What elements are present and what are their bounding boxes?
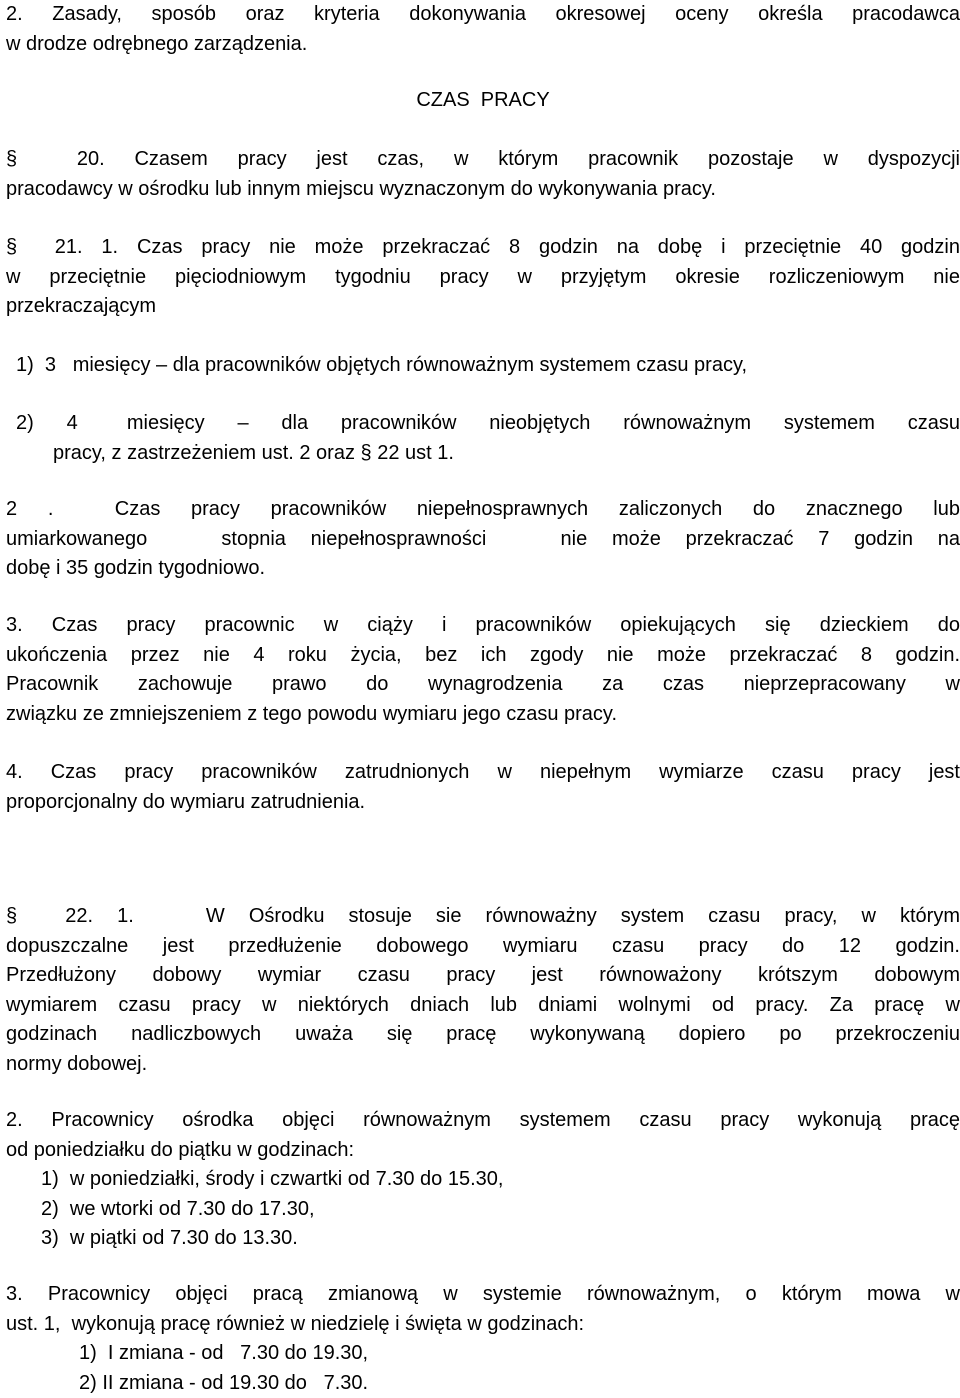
text-line: Przedłużony dobowy wymiar czasu pracy jest równoważony krótszym dobowym <box>6 961 960 991</box>
paragraph-21-3 <box>6 611 960 729</box>
list-item: 2) II zmiana - od 19.30 do 7.30. <box>6 1369 960 1398</box>
text-line: § 22. 1. W Ośrodku stosuje sie równoważny system czasu pracy, w którym <box>6 902 960 932</box>
text-line: § 21. 1. Czas pracy nie może przekraczać 8 godzin na dobę i przeciętnie 40 godzin <box>6 233 960 263</box>
text-line: ust. 1, wykonują pracę również w niedzielę i święta w godzinach: <box>6 1310 960 1340</box>
list-item: 1) I zmiana - od 7.30 do 19.30, <box>6 1339 960 1369</box>
paragraph-21-1 <box>6 233 960 322</box>
text-line: wymiarem czasu pracy w niektórych dniach lub dniami wolnymi od pracy. Za pracę w <box>6 991 960 1021</box>
text-line: 4. Czas pracy pracowników zatrudnionych w niepełnym wymiarze czasu pracy jest <box>6 758 960 788</box>
text-line: 1) 3 miesięcy – dla pracowników objętych równoważnym systemem czasu pracy, <box>16 351 960 381</box>
text-line: 2 . Czas pracy pracowników niepełnosprawnych zaliczonych do znacznego lub <box>6 495 960 525</box>
text-line: umiarkowanego stopnia niepełnosprawności nie może przekraczać 7 godzin na <box>6 525 960 555</box>
text-line: 2) 4 miesięcy – dla pracowników nieobjętych równoważnym systemem czasu <box>16 409 960 439</box>
paragraph-19-2 <box>6 0 960 59</box>
text-line: normy dobowej. <box>6 1050 960 1080</box>
paragraph-22-2 <box>6 1106 960 1254</box>
text-line: w drodze odrębnego zarządzenia. <box>6 30 960 60</box>
paragraph-21-4 <box>6 758 960 817</box>
text-line: § 20. Czasem pracy jest czas, w którym pracownik pozostaje w dyspozycji <box>6 145 960 175</box>
list-item: 3) w piątki od 7.30 do 13.30. <box>6 1224 960 1254</box>
text-line: dopuszczalne jest przedłużenie dobowego wymiaru czasu pracy do 12 godzin. <box>6 932 960 962</box>
text-line: 3. Pracownicy objęci pracą zmianową w systemie równoważnym, o którym mowa w <box>6 1280 960 1310</box>
text-line: dobę i 35 godzin tygodniowo. <box>6 554 960 584</box>
text-line: pracy, z zastrzeżeniem ust. 2 oraz § 22 ust 1. <box>16 439 960 469</box>
text-line: proporcjonalny do wymiaru zatrudnienia. <box>6 788 960 818</box>
text-line: 2. Pracownicy ośrodka objęci równoważnym systemem czasu pracy wykonują pracę <box>6 1106 960 1136</box>
text-line: Pracownik zachowuje prawo do wynagrodzenia za czas nieprzepracowany w <box>6 670 960 700</box>
list-item: 1) w poniedziałki, środy i czwartki od 7.30 do 15.30, <box>6 1165 960 1195</box>
section-heading <box>6 86 960 116</box>
text-line: 3. Czas pracy pracownic w ciąży i pracowników opiekujących się dzieckiem do <box>6 611 960 641</box>
list-item: 2) we wtorki od 7.30 do 17.30, <box>6 1195 960 1225</box>
text-line: w przeciętnie pięciodniowym tygodniu pracy w przyjętym okresie rozliczeniowym nie <box>6 263 960 293</box>
text-line: związku ze zmniejszeniem z tego powodu wymiaru jego czasu pracy. <box>6 700 960 730</box>
text-line: 2. Zasady, sposób oraz kryteria dokonywania okresowej oceny określa pracodawca <box>6 0 960 30</box>
text-line: godzinach nadliczbowych uważa się pracę wykonywaną dopiero po przekroczeniu <box>6 1020 960 1050</box>
paragraph-21-2 <box>6 495 960 584</box>
text-line: ukończenia przez nie 4 roku życia, bez ich zgody nie może przekraczać 8 godzin. <box>6 641 960 671</box>
paragraph-22-3 <box>6 1280 960 1398</box>
list-item <box>16 351 960 381</box>
heading-text: CZAS PRACY <box>416 89 549 111</box>
list-item <box>16 409 960 468</box>
paragraph-20 <box>6 145 960 204</box>
text-line: od poniedziałku do piątku w godzinach: <box>6 1136 960 1166</box>
text-line: przekraczającym <box>6 292 960 322</box>
text-line: pracodawcy w ośrodku lub innym miejscu wyznaczonym do wykonywania pracy. <box>6 175 960 205</box>
paragraph-22-1 <box>6 902 960 1079</box>
